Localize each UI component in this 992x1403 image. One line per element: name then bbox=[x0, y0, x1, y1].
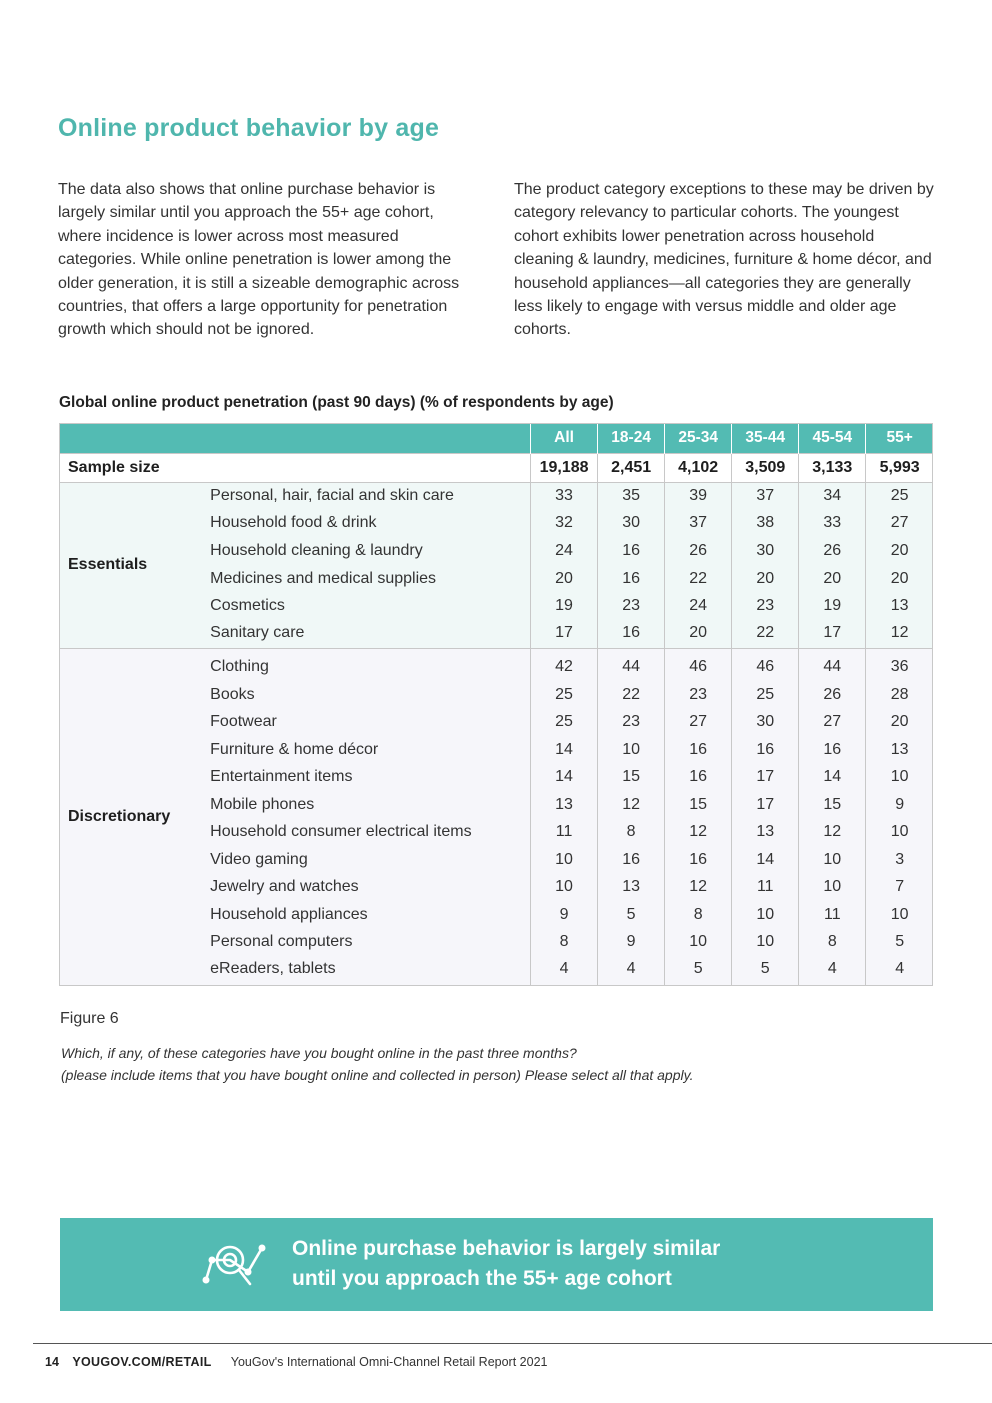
cell-value: 8 bbox=[598, 818, 665, 846]
cell-value: 5 bbox=[732, 956, 799, 985]
figure-label: Figure 6 bbox=[60, 1010, 119, 1027]
cell-value: 13 bbox=[866, 592, 933, 620]
cell-value: 16 bbox=[598, 537, 665, 565]
cell-value: 16 bbox=[799, 736, 866, 764]
page-number: 14 bbox=[45, 1355, 59, 1369]
cell-value: 4 bbox=[531, 956, 598, 985]
sample-value: 4,102 bbox=[665, 453, 732, 482]
cell-value: 35 bbox=[598, 482, 665, 510]
cell-value: 5 bbox=[598, 901, 665, 929]
row-label: Mobile phones bbox=[201, 791, 530, 819]
footer-divider bbox=[33, 1343, 992, 1344]
cell-value: 22 bbox=[732, 620, 799, 649]
cell-value: 9 bbox=[531, 901, 598, 929]
cell-value: 23 bbox=[598, 592, 665, 620]
header-45-54: 45-54 bbox=[799, 423, 866, 453]
cell-value: 15 bbox=[799, 791, 866, 819]
cell-value: 22 bbox=[665, 565, 732, 593]
cell-value: 30 bbox=[732, 537, 799, 565]
cell-value: 10 bbox=[866, 763, 933, 791]
row-label: Clothing bbox=[201, 649, 530, 681]
header-all: All bbox=[531, 423, 598, 453]
row-label: Books bbox=[201, 681, 530, 709]
cell-value: 37 bbox=[732, 482, 799, 510]
cell-value: 10 bbox=[732, 901, 799, 929]
row-label: eReaders, tablets bbox=[201, 956, 530, 985]
cell-value: 4 bbox=[866, 956, 933, 985]
cell-value: 17 bbox=[732, 763, 799, 791]
row-label: Household cleaning & laundry bbox=[201, 537, 530, 565]
callout-line1: Online purchase behavior is largely similar bbox=[292, 1237, 721, 1260]
cell-value: 20 bbox=[866, 565, 933, 593]
cell-value: 23 bbox=[665, 681, 732, 709]
header-blank bbox=[59, 423, 531, 453]
intro-left-paragraph: The data also shows that online purchase behavior is largely similar until you approach the 55+ age cohort, where incidence is lower across most measured categories. While online penetration is lower among the older generation, it is still a sizeable demographic across countries, that offers a large opportunity for penetration growth which should not be ignored. bbox=[58, 181, 460, 339]
header-18-24: 18-24 bbox=[598, 423, 665, 453]
intro-right-paragraph: The product category exceptions to these may be driven by category relevancy to particular cohorts. The youngest cohort exhibits lower penetration across household cleaning & laundry, medicines, furniture & home décor, and household appliances—all categories they are generally less likely to engage with versus middle and older age cohorts. bbox=[514, 181, 934, 339]
cell-value: 39 bbox=[665, 482, 732, 510]
cell-value: 16 bbox=[598, 565, 665, 593]
cell-value: 25 bbox=[531, 708, 598, 736]
cell-value: 38 bbox=[732, 510, 799, 538]
cell-value: 23 bbox=[732, 592, 799, 620]
cell-value: 14 bbox=[531, 763, 598, 791]
cell-value: 14 bbox=[531, 736, 598, 764]
cell-value: 28 bbox=[866, 681, 933, 709]
row-label: Furniture & home décor bbox=[201, 736, 530, 764]
row-label: Household appliances bbox=[201, 901, 530, 929]
cell-value: 20 bbox=[665, 620, 732, 649]
row-label: Footwear bbox=[201, 708, 530, 736]
callout-banner bbox=[60, 1218, 933, 1311]
row-label: Video gaming bbox=[201, 846, 530, 874]
cell-value: 30 bbox=[732, 708, 799, 736]
cell-value: 20 bbox=[866, 708, 933, 736]
row-label: Household consumer electrical items bbox=[201, 818, 530, 846]
cell-value: 8 bbox=[799, 928, 866, 956]
cell-value: 19 bbox=[799, 592, 866, 620]
cell-value: 14 bbox=[799, 763, 866, 791]
cell-value: 22 bbox=[598, 681, 665, 709]
cell-value: 12 bbox=[799, 818, 866, 846]
cell-value: 26 bbox=[665, 537, 732, 565]
row-label: Cosmetics bbox=[201, 592, 530, 620]
cell-value: 37 bbox=[665, 510, 732, 538]
cell-value: 20 bbox=[732, 565, 799, 593]
cell-value: 25 bbox=[866, 482, 933, 510]
group-label: Discretionary bbox=[59, 649, 201, 985]
essentials-group bbox=[59, 482, 933, 649]
cell-value: 14 bbox=[732, 846, 799, 874]
cell-value: 27 bbox=[665, 708, 732, 736]
cell-value: 23 bbox=[598, 708, 665, 736]
sample-value: 5,993 bbox=[866, 453, 933, 482]
cell-value: 15 bbox=[665, 791, 732, 819]
survey-question-line1: Which, if any, of these categories have you bought online in the past three months? bbox=[61, 1045, 577, 1061]
row-label: Personal, hair, facial and skin care bbox=[201, 482, 530, 510]
cell-value: 34 bbox=[799, 482, 866, 510]
cell-value: 19 bbox=[531, 592, 598, 620]
cell-value: 10 bbox=[799, 873, 866, 901]
cell-value: 5 bbox=[665, 956, 732, 985]
cell-value: 8 bbox=[665, 901, 732, 929]
cell-value: 17 bbox=[732, 791, 799, 819]
cell-value: 4 bbox=[799, 956, 866, 985]
cell-value: 13 bbox=[531, 791, 598, 819]
sample-size-row bbox=[59, 453, 933, 482]
cell-value: 16 bbox=[665, 846, 732, 874]
cell-value: 33 bbox=[799, 510, 866, 538]
cell-value: 10 bbox=[598, 736, 665, 764]
cell-value: 10 bbox=[866, 818, 933, 846]
sample-value: 19,188 bbox=[531, 453, 598, 482]
cell-value: 7 bbox=[866, 873, 933, 901]
cell-value: 46 bbox=[665, 649, 732, 681]
cell-value: 10 bbox=[799, 846, 866, 874]
row-label: Entertainment items bbox=[201, 763, 530, 791]
row-label: Household food & drink bbox=[201, 510, 530, 538]
cell-value: 25 bbox=[732, 681, 799, 709]
penetration-table bbox=[59, 423, 933, 985]
cell-value: 20 bbox=[799, 565, 866, 593]
cell-value: 26 bbox=[799, 681, 866, 709]
cell-value: 44 bbox=[598, 649, 665, 681]
cell-value: 16 bbox=[598, 620, 665, 649]
cell-value: 11 bbox=[799, 901, 866, 929]
sample-value: 3,133 bbox=[799, 453, 866, 482]
cell-value: 16 bbox=[665, 763, 732, 791]
report-title: YouGov's International Omni-Channel Retail Report 2021 bbox=[230, 1355, 548, 1369]
sample-value: 3,509 bbox=[732, 453, 799, 482]
cell-value: 13 bbox=[866, 736, 933, 764]
cell-value: 12 bbox=[665, 873, 732, 901]
cell-value: 26 bbox=[799, 537, 866, 565]
cell-value: 4 bbox=[598, 956, 665, 985]
table-row bbox=[59, 649, 933, 681]
callout-text bbox=[292, 1234, 720, 1294]
group-label: Essentials bbox=[59, 482, 201, 649]
header-35-44: 35-44 bbox=[732, 423, 799, 453]
header-25-34: 25-34 bbox=[665, 423, 732, 453]
cell-value: 44 bbox=[799, 649, 866, 681]
cell-value: 13 bbox=[732, 818, 799, 846]
row-label: Sanitary care bbox=[201, 620, 530, 649]
cell-value: 20 bbox=[531, 565, 598, 593]
cell-value: 16 bbox=[732, 736, 799, 764]
cell-value: 20 bbox=[866, 537, 933, 565]
cell-value: 11 bbox=[531, 818, 598, 846]
cell-value: 33 bbox=[531, 482, 598, 510]
cell-value: 17 bbox=[799, 620, 866, 649]
sample-size-label: Sample size bbox=[59, 453, 531, 482]
table-row bbox=[59, 482, 933, 510]
cell-value: 3 bbox=[866, 846, 933, 874]
table-header-row bbox=[59, 423, 933, 453]
row-label: Jewelry and watches bbox=[201, 873, 530, 901]
cell-value: 10 bbox=[665, 928, 732, 956]
cell-value: 30 bbox=[598, 510, 665, 538]
cell-value: 17 bbox=[531, 620, 598, 649]
cell-value: 10 bbox=[732, 928, 799, 956]
cell-value: 27 bbox=[866, 510, 933, 538]
cell-value: 10 bbox=[866, 901, 933, 929]
cell-value: 8 bbox=[531, 928, 598, 956]
cell-value: 10 bbox=[531, 846, 598, 874]
sample-value: 2,451 bbox=[598, 453, 665, 482]
survey-question bbox=[61, 1042, 693, 1086]
callout-line2: until you approach the 55+ age cohort bbox=[292, 1267, 672, 1290]
cell-value: 24 bbox=[665, 592, 732, 620]
cell-value: 12 bbox=[866, 620, 933, 649]
cell-value: 24 bbox=[531, 537, 598, 565]
cell-value: 9 bbox=[866, 791, 933, 819]
row-label: Medicines and medical supplies bbox=[201, 565, 530, 593]
cell-value: 46 bbox=[732, 649, 799, 681]
page-title: Online product behavior by age bbox=[58, 114, 440, 142]
cell-value: 42 bbox=[531, 649, 598, 681]
footer bbox=[45, 1355, 547, 1369]
cell-value: 11 bbox=[732, 873, 799, 901]
cell-value: 15 bbox=[598, 763, 665, 791]
table-title: Global online product penetration (past 90 days) (% of respondents by age) bbox=[59, 394, 614, 411]
cell-value: 16 bbox=[598, 846, 665, 874]
cell-value: 10 bbox=[531, 873, 598, 901]
cell-value: 13 bbox=[598, 873, 665, 901]
header-55-plus: 55+ bbox=[866, 423, 933, 453]
cell-value: 5 bbox=[866, 928, 933, 956]
cell-value: 12 bbox=[598, 791, 665, 819]
survey-question-line2: (please include items that you have bought online and collected in person) Please select all that apply. bbox=[61, 1067, 694, 1083]
cell-value: 27 bbox=[799, 708, 866, 736]
cell-value: 16 bbox=[665, 736, 732, 764]
row-label: Personal computers bbox=[201, 928, 530, 956]
discretionary-group bbox=[59, 649, 933, 985]
cell-value: 9 bbox=[598, 928, 665, 956]
cell-value: 32 bbox=[531, 510, 598, 538]
cell-value: 25 bbox=[531, 681, 598, 709]
site-link[interactable]: YOUGOV.COM/RETAIL bbox=[72, 1355, 212, 1369]
magnifier-chart-icon bbox=[200, 1238, 270, 1292]
cell-value: 12 bbox=[665, 818, 732, 846]
cell-value: 36 bbox=[866, 649, 933, 681]
